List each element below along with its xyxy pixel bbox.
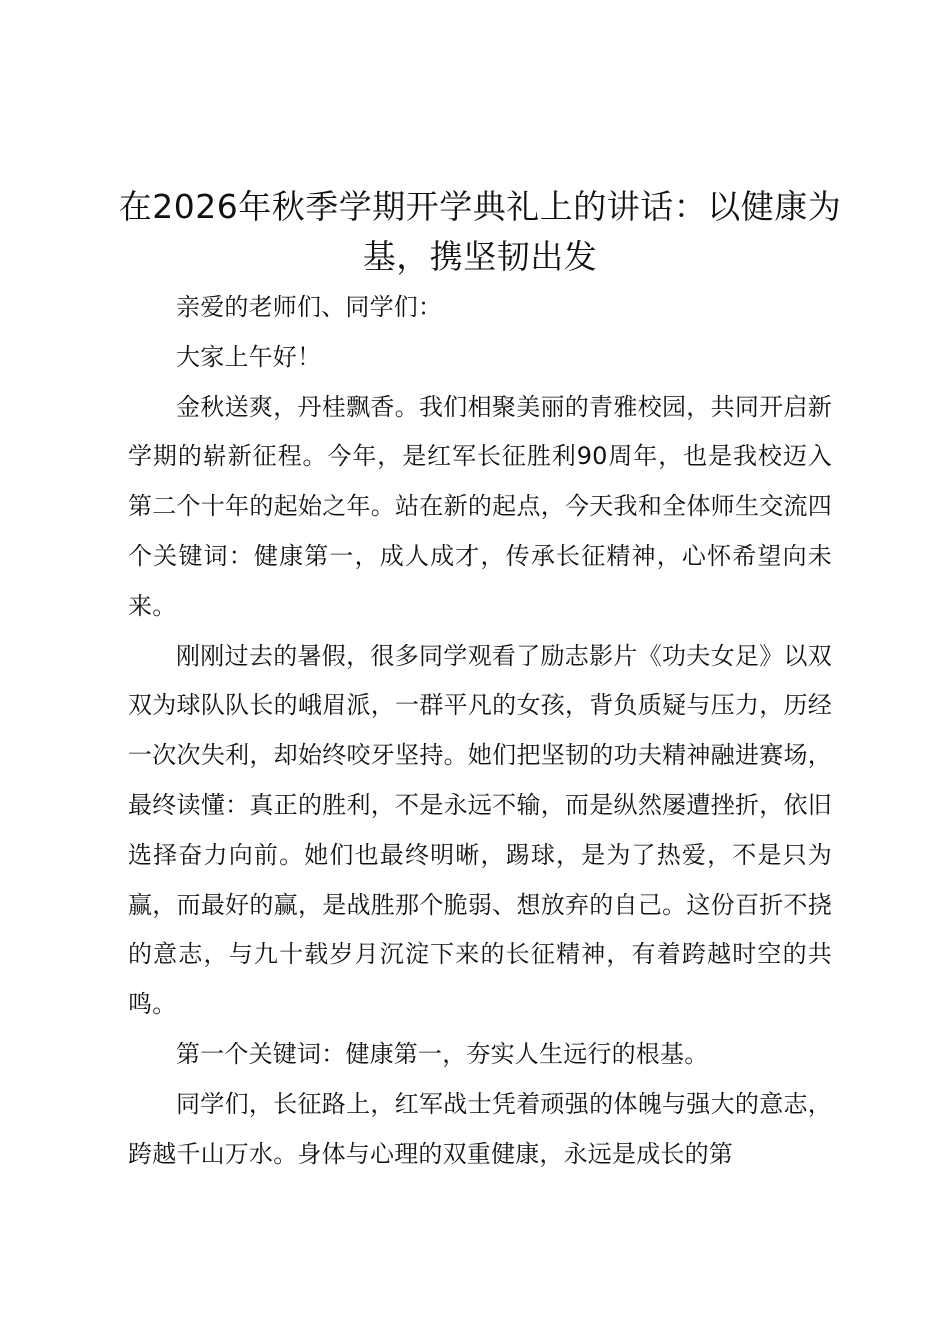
paragraph-opening: 金秋送爽，丹桂飘香。我们相聚美丽的青雅校园，共同开启新学期的崭新征程。今年，是红军长征胜利90周年，也是我校迈入第二个十年的起始之年。站在新的起点，今天我和全体师生交流四个关键词：健康第一，成人成才，传承长征精神，心怀希望向未来。 (128, 392, 832, 620)
document-body (128, 283, 832, 1179)
paragraph-greeting: 大家上午好！ (176, 342, 322, 371)
document-title: 在2026年秋季学期开学典礼上的讲话：以健康为基，携坚韧出发 (118, 187, 842, 276)
paragraph-health: 同学们，长征路上，红军战士凭着顽强的体魄与强大的意志，跨越千山万水。身体与心理的双重健康，永远是成长的第 (128, 1089, 832, 1168)
paragraph-keyword-one: 第一个关键词：健康第一，夯实人生远行的根基。 (176, 1039, 709, 1068)
paragraph-film: 刚刚过去的暑假，很多同学观看了励志影片《功夫女足》以双双为球队队长的峨眉派，一群平凡的女孩，背负质疑与压力，历经一次次失利，却始终咬牙坚持。她们把坚韧的功夫精神融进赛场，最终读懂：真正的胜利，不是永远不输，而是纵然屡遭挫折，依旧选择奋力向前。她们也最终明晰，踢球，是为了热爱，不是只为赢，而最好的赢，是战胜那个脆弱、想放弃的自己。这份百折不挠的意志，与九十载岁月沉淀下来的长征精神，有着跨越时空的共鸣。 (128, 641, 832, 1019)
paragraph-salutation: 亲爱的老师们、同学们： (176, 293, 443, 321)
